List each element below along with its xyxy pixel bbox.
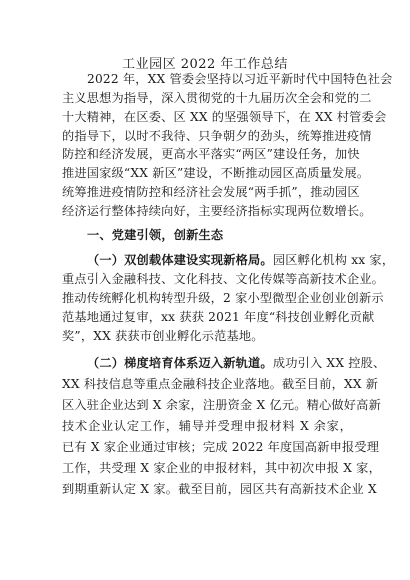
- sub2-line-7: 到期重新认定 X 家。截至目前，园区共有高新技术企业 X: [62, 482, 377, 496]
- sub1-line-4: 范基地通过复审，xx 获获 2021 年度“科技创业孵化贡献: [62, 310, 375, 324]
- sub2-line-2: XX 科技信息等重点金融科技企业落地。截至目前，XX 新: [62, 377, 379, 391]
- sub2-line-6: 工作，共受理 X 家企业的申报材料，其中初次申报 X 家，: [62, 461, 381, 475]
- sub1-line-2: 重点引入金融科技、文化科技、文化传媒等高新技术企业。: [62, 272, 385, 286]
- sub1-first-line: [62, 252, 395, 268]
- sub1-heading: （一）双创载体建设实现新格局。: [87, 253, 273, 267]
- intro-line-1: 2022 年，XX 管委会坚持以习近平新时代中国特色社会: [87, 72, 393, 86]
- sub1-first-rest: 园区孵化机构 xx 家，: [272, 253, 395, 267]
- sub2-heading: （二）梯度培育体系迈入新轨道。: [87, 356, 273, 370]
- intro-line-6: 推进国家级“XX 新区”建设，不断推动园区高质量发展。: [62, 166, 370, 180]
- intro-line-5: 防控和经济发展，更高水平落实“两区”建设任务，加快: [62, 147, 360, 161]
- sub2-line-3: 区入驻企业达到 X 余家，注册资金 X 亿元。精心做好高新: [62, 398, 381, 412]
- intro-line-7: 统筹推进疫情防控和经济社会发展“两手抓”，推动园区: [62, 185, 360, 199]
- section-1-heading: 一、党建引领，创新生态: [87, 228, 224, 242]
- intro-line-3: 十大精神，在区委、区 XX 的坚强领导下，在 XX 村管委会: [62, 110, 387, 124]
- sub1-line-3: 推动传统孵化机构转型升级，2 家小型微型企业创业创新示: [62, 291, 384, 305]
- intro-line-4: 的指导下，以时不我待、只争朝夕的劲头，统筹推进疫情: [62, 129, 372, 143]
- sub2-line-4: 技术企业认定工作，辅导并受理申报材料 X 余家，: [62, 419, 352, 433]
- document-title: 工业园区 2022 年工作总结: [122, 57, 288, 72]
- intro-line-2: 主义思想为指导，深入贯彻党的十九届历次全会和党的二: [62, 91, 372, 105]
- intro-line-8: 经济运行整体持续向好，主要经济指标实现两位数增长。: [62, 204, 372, 218]
- sub2-line-5: 已有 X 家企业通过审核；完成 2022 年度国高新申报受理: [62, 440, 380, 454]
- sub2-first-line: [62, 355, 386, 371]
- sub2-first-rest: 成功引入 XX 控股、: [272, 356, 386, 370]
- sub1-line-5: 奖”，XX 获获市创业孵化示范基地。: [62, 329, 264, 343]
